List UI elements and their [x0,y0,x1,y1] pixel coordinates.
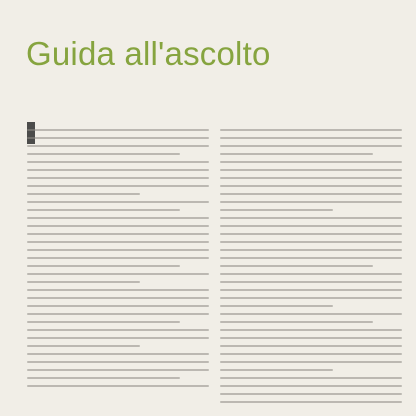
text-line [220,209,333,211]
text-line [220,169,402,171]
text-line [27,185,209,187]
text-line [220,129,402,131]
text-line [220,369,333,371]
text-line [220,281,402,283]
text-line [220,305,333,307]
text-line [220,217,402,219]
text-line [220,337,402,339]
text-line [27,321,180,323]
text-line [27,209,180,211]
text-line [27,145,209,147]
text-line [27,137,209,139]
text-line [27,225,209,227]
text-line [220,137,402,139]
text-line [220,193,402,195]
text-line [220,177,402,179]
text-line [220,185,402,187]
text-line [27,233,209,235]
text-line [27,329,209,331]
text-line [27,217,209,219]
text-line [27,193,140,195]
text-line [27,177,209,179]
text-line [220,329,402,331]
text-line [220,201,402,203]
text-line [220,297,402,299]
text-line [220,345,402,347]
text-line [220,153,373,155]
text-line [27,161,209,163]
text-line [27,337,209,339]
text-line [27,153,180,155]
text-column-right [220,129,402,409]
text-line [220,377,402,379]
text-line [27,377,180,379]
text-line [220,273,402,275]
text-line [220,145,402,147]
page-title: Guida all'ascolto [26,35,271,72]
text-line [220,241,402,243]
text-line [220,313,402,315]
text-line [27,369,209,371]
text-line [220,257,402,259]
text-line [27,129,209,131]
text-line [220,321,373,323]
text-line [27,297,209,299]
text-line [220,401,402,403]
text-line [27,257,209,259]
text-line [220,393,402,395]
text-line [27,281,140,283]
text-line [27,201,209,203]
text-line [220,233,402,235]
text-line [220,225,402,227]
text-line [27,169,209,171]
text-line [27,249,209,251]
text-line [27,313,209,315]
text-line [27,385,209,387]
text-line [27,265,180,267]
text-line [27,305,209,307]
text-line [27,345,140,347]
text-line [27,353,209,355]
text-line [27,289,209,291]
text-line [27,273,209,275]
text-line [220,161,402,163]
text-line [220,385,402,387]
text-line [220,353,402,355]
text-line [220,265,373,267]
text-line [27,361,209,363]
text-line [220,249,402,251]
text-column-left [27,129,209,393]
text-line [220,361,402,363]
text-line [220,289,402,291]
text-line [27,241,209,243]
